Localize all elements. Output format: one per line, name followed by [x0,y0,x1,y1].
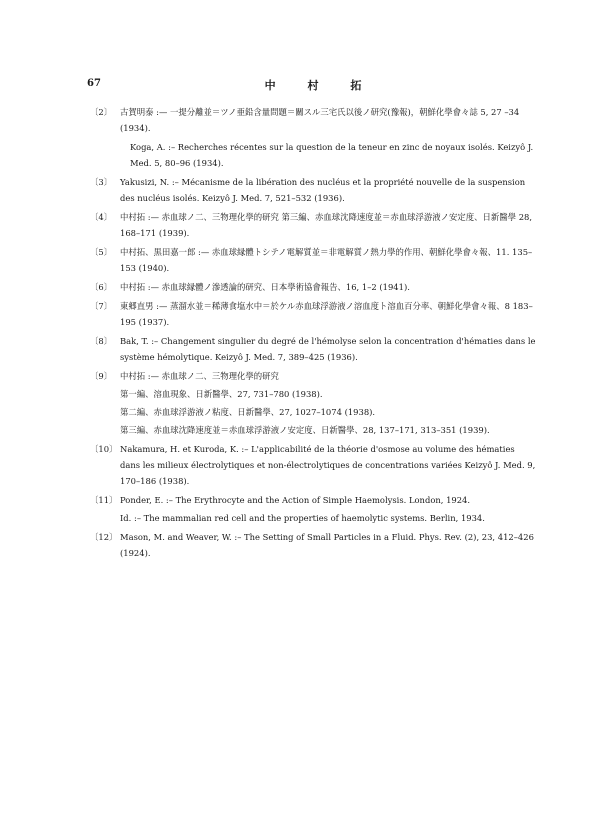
reference-number: 〔11〕 [90,495,118,505]
reference-text: Koga, A. :– Recherches récentes sur la question de la teneur en zinc de noyaux isolés. Keizyô J. Med. 5, 80–96 (1934). [130,142,534,168]
reference-text: Id. :– The mammalian red cell and the properties of haemolytic systems. Berlin, 1934. [120,513,485,523]
reference-text: 中村拓 :— 赤血球ノ二、三物理化學的研究 第三編、赤血球沈降速度並＝赤血球浮游液ノ安定度、日新醫學 28, 168–171 (1939). [120,212,533,238]
reference-number: 〔7〕 [90,301,113,311]
reference-text: Bak, T. :– Changement singulier du degré de l'hémolyse selon la concentration d'hématies dans le système hémolytique. Keizyô J. Med. 7, 389–425 (1936). [120,336,536,362]
page-header [87,78,539,94]
page-number: 67 [87,78,101,89]
reference-text: 東郷直男 :— 蒸溜水並＝稀薄食塩水中＝於ケル赤血球浮游液ノ溶血度ト溶血百分率、朝鮮化學會々報、8 183–195 (1937). [120,301,533,327]
reference-item [90,368,536,384]
reference-item [90,298,536,330]
reference-text: Ponder, E. :– The Erythrocyte and the Action of Simple Haemolysis. London, 1924. [120,495,471,505]
reference-number: 〔8〕 [90,336,113,346]
reference-text: 第一編、溶血現象、日新醫學、27, 731–780 (1938). [120,389,323,399]
reference-item [90,279,536,295]
reference-text: 古賀明泰 :— 一提分離並＝ツノ亜鉛含量問題＝關スル三宅氏以後ノ研究(豫報)，朝鮮化學會々誌 5, 27 –34 (1934). [120,107,520,133]
reference-item [90,174,536,206]
reference-number: 〔2〕 [90,107,113,117]
reference-item [90,209,536,241]
reference-item [90,139,536,171]
reference-subitem [90,404,536,420]
reference-subitem [90,510,536,526]
reference-number: 〔3〕 [90,177,113,187]
reference-number: 〔6〕 [90,282,113,292]
reference-number: 〔10〕 [90,444,118,454]
reference-subitem [90,386,536,402]
reference-item [90,492,536,508]
reference-item [90,104,536,136]
reference-number: 〔9〕 [90,371,113,381]
reference-text: 第三編、赤血球沈降速度並＝赤血球浮游液ノ安定度、日新醫學、28, 137–171, 313–351 (1939). [120,425,490,435]
running-title: 中 村 拓 [264,79,376,92]
reference-text: 中村拓 :— 赤血球ノ二、三物理化學的研究 [120,371,279,381]
reference-number: 〔5〕 [90,247,113,257]
reference-number: 〔12〕 [90,532,118,542]
reference-item [90,441,536,489]
reference-subitem [90,422,536,438]
reference-text: Mason, M. and Weaver, W. :– The Setting of Small Particles in a Fluid. Phys. Rev. (2), 23, 412–426 (1924). [120,532,534,558]
reference-item [90,244,536,276]
reference-text: Nakamura, H. et Kuroda, K. :– L'applicabilité de la théorie d'osmose au volume des hématies dans les milieux électrolytiques et non-électrolytiques de concentrations variées Keizyô J. Med. 9, 170–186 (1938). [120,444,536,486]
reference-text: 第二編、赤血球浮游液ノ粘度、日新醫學、27, 1027–1074 (1938). [120,407,376,417]
reference-text: 中村拓、黒田嘉一郎 :— 赤血球縁體トシテノ電解質並＝非電解質ノ熱力學的作用、朝鮮化學會々報、11. 135–153 (1940). [120,247,533,273]
reference-item [90,529,536,561]
reference-number: 〔4〕 [90,212,113,222]
reference-item [90,333,536,365]
reference-list [90,104,536,564]
reference-text: Yakusizi, N. :– Mécanisme de la libération des nucléus et la propriété nouvelle de la suspension des nucléus isolés. Keizyô J. Med. 7, 521–532 (1936). [120,177,526,203]
reference-text: 中村拓 :— 赤血球縁體ノ滲透論的研究、日本學術協會報告、16, 1–2 (1941). [120,282,410,292]
